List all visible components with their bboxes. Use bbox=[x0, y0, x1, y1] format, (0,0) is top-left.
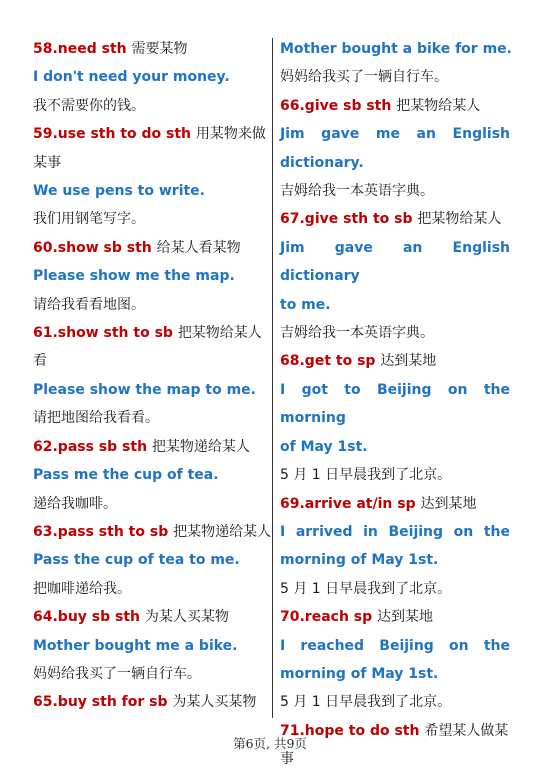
example-sentence: morning of May 1st. bbox=[280, 665, 439, 682]
phrase-text: 58.need sth bbox=[33, 41, 127, 57]
right-column bbox=[280, 35, 510, 774]
translation-text: 妈妈给我买了一辆自行车。 bbox=[280, 69, 448, 86]
example-sentence: Mother bought a bike for me. bbox=[280, 41, 512, 57]
phrase-heading bbox=[33, 433, 263, 461]
phrase-heading bbox=[33, 688, 263, 716]
phrase-text: 66.give sb sth bbox=[280, 97, 392, 114]
example-sentence: Pass the cup of tea to me. bbox=[33, 552, 240, 569]
phrase-text: 64.buy sb sth bbox=[33, 609, 141, 626]
phrase-meaning: 把某物给某人 bbox=[417, 211, 502, 228]
example-sentence: of May 1st. bbox=[280, 438, 368, 455]
phrase-text: 68.get to sp bbox=[280, 353, 376, 370]
phrase-text: 60.show sb sth bbox=[33, 239, 152, 256]
translation-text: 5 月 1 日早晨我到了北京。 bbox=[280, 580, 452, 597]
phrase-heading bbox=[33, 120, 266, 148]
example-sentence: I reached Beijing on the bbox=[280, 637, 510, 654]
phrase-heading bbox=[280, 603, 510, 631]
phrase-meaning: 达到某地 bbox=[420, 495, 477, 512]
phrase-heading bbox=[33, 603, 263, 631]
phrase-text: 61.show sth to sb bbox=[33, 325, 173, 342]
phrase-heading bbox=[33, 319, 263, 347]
phrase-text: 65.buy sth for sb bbox=[33, 694, 168, 711]
example-sentence: morning of May 1st. bbox=[280, 552, 439, 569]
example-sentence: dictionary. bbox=[280, 154, 364, 171]
example-sentence: to me. bbox=[280, 296, 331, 313]
phrase-meaning: 把某物给某人 bbox=[396, 97, 481, 114]
column-divider bbox=[272, 38, 273, 718]
example-sentence: Please show me the map. bbox=[33, 268, 235, 285]
translation-text: 5 月 1 日早晨我到了北京。 bbox=[280, 694, 452, 711]
translation-text: 吉姆给我一本英语字典。 bbox=[280, 183, 434, 200]
translation-text: 5 月 1 日早晨我到了北京。 bbox=[280, 467, 452, 484]
phrase-text: 67.give sth to sb bbox=[280, 211, 413, 228]
example-sentence: I arrived in Beijing on the bbox=[280, 523, 510, 540]
phrase-meaning: 希望某人做某 bbox=[424, 722, 509, 739]
phrase-meaning: 达到某地 bbox=[377, 609, 434, 626]
page-footer: 第6页, 共9页 bbox=[233, 736, 307, 751]
phrase-meaning: 为某人买某物 bbox=[144, 609, 229, 626]
phrase-heading bbox=[33, 35, 263, 63]
phrase-text: 63.pass sth to sb bbox=[33, 523, 169, 540]
translation-text: 看 bbox=[33, 353, 47, 370]
phrase-meaning: 为某人买某物 bbox=[172, 694, 257, 711]
example-sentence: Jim gave me an English bbox=[280, 126, 510, 143]
phrase-meaning: 把某物递给某人 bbox=[151, 438, 250, 455]
phrase-text: 69.arrive at/in sp bbox=[280, 495, 416, 512]
phrase-heading bbox=[280, 347, 510, 375]
phrase-heading bbox=[33, 518, 272, 546]
translation-text: 吉姆给我一本英语字典。 bbox=[280, 325, 434, 342]
translation-text: 请把地图给我看看。 bbox=[33, 410, 159, 427]
phrase-text: 62.pass sb sth bbox=[33, 438, 148, 455]
phrase-meaning: 把某物递给某人 bbox=[173, 523, 272, 540]
translation-text: 妈妈给我买了一辆自行车。 bbox=[33, 665, 201, 682]
example-sentence: I got to Beijing on the morning bbox=[280, 381, 510, 427]
example-sentence: Please show the map to me. bbox=[33, 381, 256, 398]
translation-text: 某事 bbox=[33, 154, 61, 171]
phrase-meaning: 达到某地 bbox=[380, 353, 437, 370]
translation-text: 递给我咖啡。 bbox=[33, 495, 117, 512]
phrase-text: 59.use sth to do sth bbox=[33, 126, 192, 143]
phrase-heading bbox=[280, 490, 510, 518]
phrase-meaning: 给某人看某物 bbox=[156, 239, 241, 256]
phrase-meaning: 需要某物 bbox=[131, 41, 188, 57]
left-column bbox=[33, 35, 272, 717]
translation-text: 把咖啡递给我。 bbox=[33, 580, 131, 597]
phrase-heading bbox=[33, 234, 263, 262]
example-sentence: Mother bought me a bike. bbox=[33, 637, 238, 654]
translation-text: 请给我看看地图。 bbox=[33, 296, 145, 313]
example-sentence: Pass me the cup of tea. bbox=[33, 467, 219, 484]
phrase-text: 70.reach sp bbox=[280, 609, 373, 626]
example-sentence: We use pens to write. bbox=[33, 183, 205, 200]
translation-text: 我不需要你的钱。 bbox=[33, 97, 145, 114]
example-sentence: I don't need your money. bbox=[33, 69, 230, 86]
phrase-meaning: 把某物给某人 bbox=[177, 325, 262, 342]
translation-text: 事 bbox=[280, 751, 294, 768]
phrase-heading bbox=[280, 205, 510, 233]
translation-text: 我们用钢笔写字。 bbox=[33, 211, 145, 228]
phrase-meaning: 用某物来做 bbox=[195, 126, 266, 143]
phrase-text: 71.hope to do sth bbox=[280, 722, 420, 739]
example-sentence: Jim gave an English dictionary bbox=[280, 239, 510, 285]
phrase-heading bbox=[280, 92, 510, 120]
